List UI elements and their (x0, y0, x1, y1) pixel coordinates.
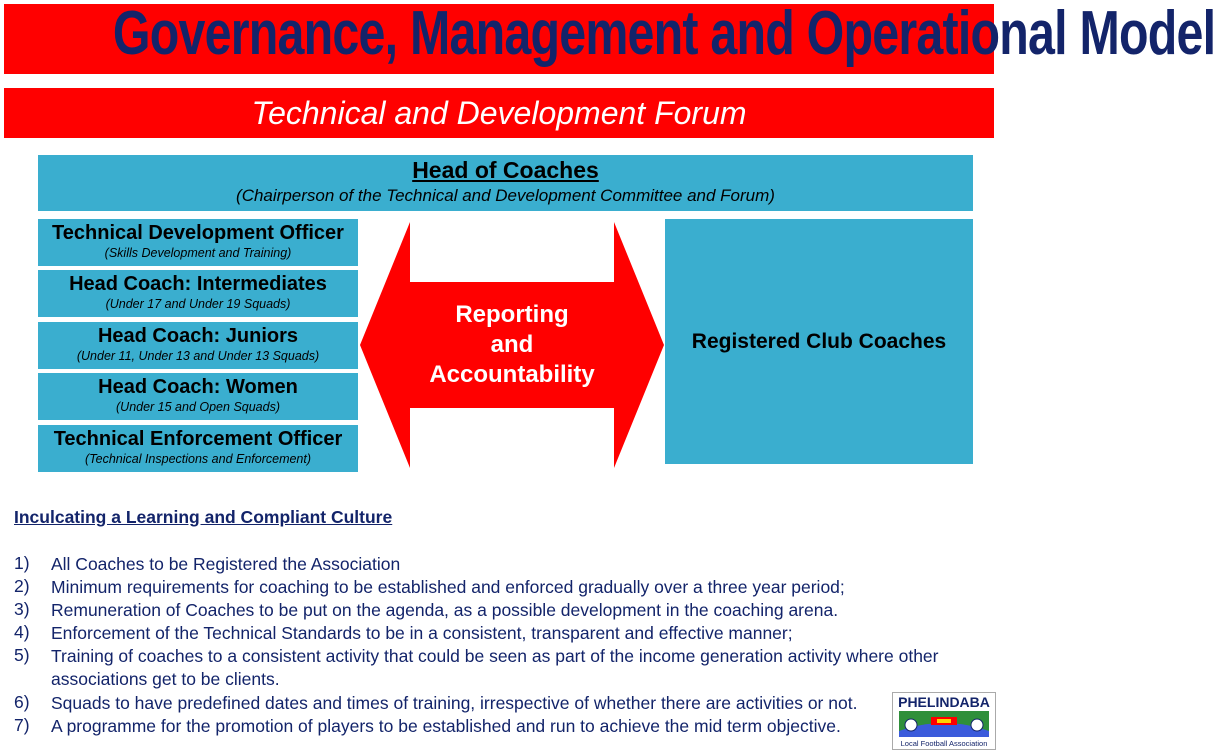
arrow-label-line-1: Reporting (455, 301, 569, 328)
role-title: Technical Enforcement Officer (53, 428, 343, 450)
role-title: Technical Development Officer (52, 222, 344, 244)
list-item-number: 2) (14, 576, 30, 596)
role-box-technical-enforcement-officer (38, 425, 358, 472)
registered-club-coaches-label: Registered Club Coaches (691, 329, 947, 353)
title-banner (4, 0, 1215, 74)
arrow-label-line-3: Accountability (429, 361, 595, 388)
list-item-number: 7) (14, 715, 30, 735)
role-title: Head Coach: Juniors (97, 325, 299, 347)
list-item-number: 3) (14, 599, 30, 619)
association-logo (892, 692, 996, 750)
soccer-field-icon (899, 711, 989, 737)
role-box-head-coach-intermediates (38, 270, 358, 317)
role-subtitle: (Under 15 and Open Squads) (116, 400, 280, 414)
list-item-text: A programme for the promotion of players to be established and run to achieve the mid term objective. (51, 716, 841, 736)
head-of-coaches-title: Head of Coaches (412, 157, 599, 183)
logo-name: PHELINDABA (898, 694, 990, 710)
list-item-text: Squads to have predefined dates and times of training, irrespective of whether there are activities or not. (51, 693, 858, 713)
list-item-text: Remuneration of Coaches to be put on the agenda, as a possible development in the coaching arena. (51, 600, 839, 620)
arrow-label-line-2: and (490, 331, 534, 358)
role-subtitle: (Under 11, Under 13 and Under 13 Squads) (76, 349, 320, 363)
list-item-text: Training of coaches to a consistent activity that could be seen as part of the income generation activity where other associations get to be clients. (51, 646, 939, 689)
role-box-technical-development-officer (38, 219, 358, 266)
role-title: Head Coach: Women (98, 376, 298, 398)
registered-club-coaches-box (665, 219, 973, 464)
role-subtitle: (Skills Development and Training) (104, 246, 292, 260)
list-item-number: 5) (14, 645, 30, 665)
page-title: Governance, Management and Operational Model (112, 0, 1215, 68)
head-of-coaches-subtitle: (Chairperson of the Technical and Development Committee and Forum) (236, 186, 775, 205)
section-heading: Inculcating a Learning and Compliant Culture (14, 507, 393, 527)
list-item-text: All Coaches to be Registered the Association (51, 554, 401, 574)
list-item-number: 4) (14, 622, 30, 642)
list-item-number: 6) (14, 692, 30, 712)
role-subtitle: (Technical Inspections and Enforcement) (84, 452, 312, 466)
role-box-head-coach-juniors (38, 322, 358, 369)
list-item-number: 1) (14, 553, 30, 573)
list-item-text: Enforcement of the Technical Standards to be in a consistent, transparent and effective manner; (51, 623, 793, 643)
head-of-coaches-box (38, 155, 973, 211)
role-title: Head Coach: Intermediates (69, 273, 327, 295)
logo-subtitle: Local Football Association (900, 739, 988, 748)
arrow-label (410, 300, 614, 390)
list-item-text: Minimum requirements for coaching to be established and enforced gradually over a three year period; (51, 577, 845, 597)
role-subtitle: (Under 17 and Under 19 Squads) (105, 297, 291, 311)
role-box-head-coach-women (38, 373, 358, 420)
subtitle-banner: Technical and Development Forum (4, 88, 994, 138)
